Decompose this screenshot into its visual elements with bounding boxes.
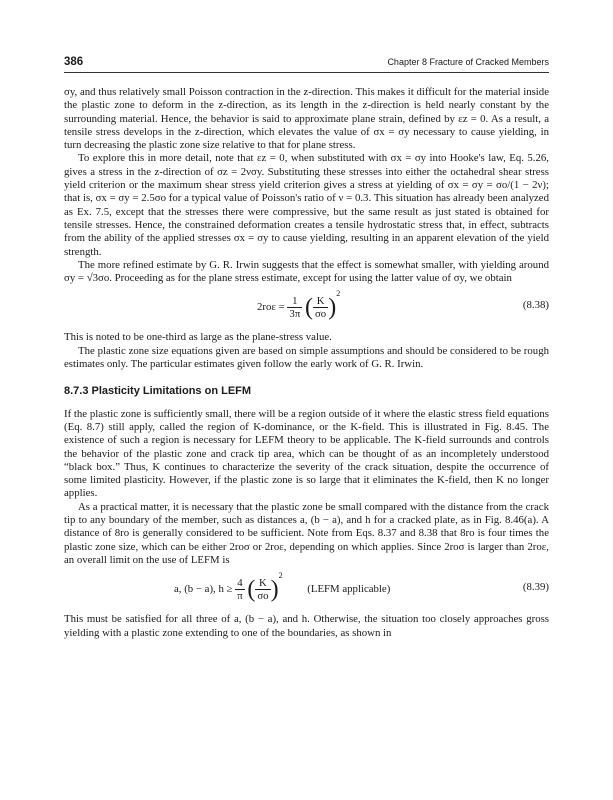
paragraph: To explore this in more detail, note that εz = 0, when substituted with σx = σy into Hooke's law, Eq. 5.26, gives a stress in the z-direction of σz = 2νσy. Substituting these stresses into either the octahedral shear stress yield criterion or the maximum shear stress yield criterion gives a stress at yielding of σx = σy = σo/(1 − 2ν); that is, σx = σy = 2.5σo for a typical value of Poisson's ratio of ν = 0.3. This situation has already been analyzed as Ex. 7.5, except that the stresses there were compressive, but the same result as just stated is obtained for tensile stresses. Hence, the constrained deformation creates a tensile hydrostatic stress that, in effect, subtracts from the ability of the applied stresses σx = σy to cause yielding, resulting in an apparent elevation of the yield strength.: [64, 152, 549, 258]
equation-number: (8.39): [522, 581, 549, 594]
paragraph: The plastic zone size equations given are based on simple assumptions and should be considered to be rough estimates only. The particular estimates given follow the early work of G. R. Irwin.: [64, 344, 549, 371]
fraction: $\frac{4}{\pi}$: [237, 577, 243, 603]
paragraph: The more refined estimate by G. R. Irwin suggests that the effect is somewhat smaller, with yielding around σy = √3σo. Proceeding as for the plane stress estimate, except for using the latter value of σy, we obtain: [64, 258, 549, 285]
fraction: $\frac{1}{3\pi}$: [289, 295, 301, 321]
exponent: 2: [278, 571, 283, 581]
paragraph: If the plastic zone is sufficiently small, there will be a region outside of it where the elastic stress field equations (Eq. 8.7) still apply, called the region of K-dominance, or the K-field. This is illustrated in Fig. 8.45. The existence of such a region is necessary for LEFM theory to be applicable. The K-field surrounds and controls the behavior of the plastic zone and crack tip area, which can be thought of as an incompletely understood “black box.” Thus, K continues to characterize the severity of the crack situation, despite the occurrence of some limited plasticity. However, if the plastic zone is so large that it eliminates the K-field, then K no longer applies.: [64, 407, 549, 500]
equation-number: (8.38): [522, 299, 549, 312]
body-text: [64, 86, 549, 640]
left-paren: (: [304, 294, 313, 321]
fraction: $\frac{K}{\sigma o}$: [257, 577, 269, 603]
equation-lhs: a, (b − a), h ≥: [174, 583, 233, 596]
equation-note: (LEFM applicable): [307, 583, 391, 596]
paragraph: This must be satisfied for all three of a, (b − a), and h. Otherwise, the situation too closely approaches gross yielding with a plastic zone extending to one of the boundaries, as shown in: [64, 613, 549, 639]
paragraph: As a practical matter, it is necessary that the plastic zone be small compared with the distance from the crack tip to any boundary of the member, such as distances a, (b − a), and h for a cracked plate, as in Fig. 8.46(a). A distance of 8ro is generally considered to be sufficient. Note from Eqs. 8.37 and 8.38 that 8ro is four times the plastic zone size, which can be either 2roσ or 2roε, depending on which applies. Since 2roσ is larger than 2roε, an overall limit on the use of LEFM is: [64, 500, 549, 566]
left-paren: (: [247, 576, 256, 603]
page-number: 386: [64, 56, 84, 68]
running-head: Chapter 8 Fracture of Cracked Members: [387, 57, 549, 67]
section-heading: 8.7.3 Plasticity Limitations on LEFM: [64, 385, 252, 398]
exponent: 2: [336, 289, 341, 299]
paragraph: σy, and thus relatively small Poisson contraction in the z-direction. This makes it difficult for the material inside the plastic zone to deform in the z-direction, as its length in the z-direction is held nearly constant by the surrounding material. Hence, the behavior is said to approximate plane strain, defined by εz = 0. As a result, a tensile stress develops in the z-direction, which elevates the value of σx = σy necessary to cause yielding, in turn decreasing the plastic zone size relative to that for plane stress.: [64, 86, 549, 152]
equation-8-38: [64, 287, 549, 327]
equation-8-39: [64, 569, 549, 609]
right-paren: ): [328, 294, 337, 321]
page-header: [64, 56, 549, 73]
right-paren: ): [270, 576, 279, 603]
fraction: $\frac{K}{\sigma o}$: [314, 295, 327, 321]
equation-lhs: 2roε =: [257, 301, 285, 314]
paragraph: This is noted to be one-third as large as the plane-stress value.: [64, 331, 332, 344]
